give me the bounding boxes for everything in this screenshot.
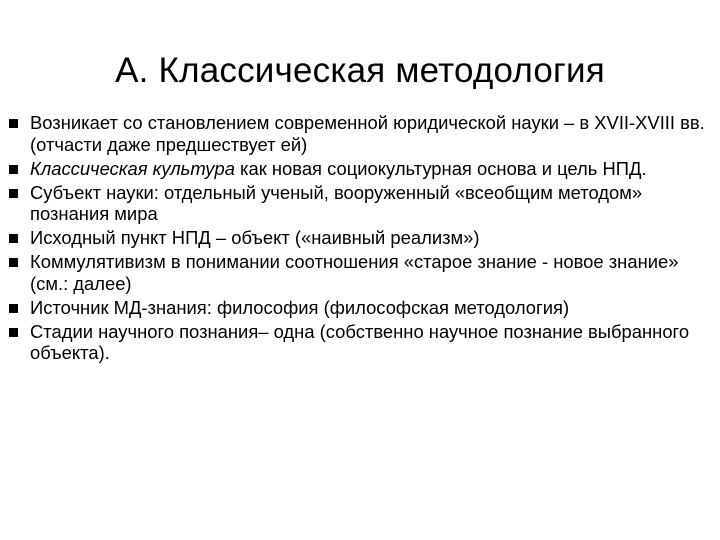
square-bullet-icon xyxy=(9,304,18,313)
square-bullet-icon xyxy=(9,258,18,267)
square-bullet-icon xyxy=(9,119,18,128)
bullet-item xyxy=(0,297,720,319)
bullet-text: Субъект науки: отдельный ученый, вооруженный «всеобщим методом» познания мира xyxy=(30,181,643,224)
square-bullet-icon xyxy=(9,165,18,174)
bullet-item xyxy=(0,182,720,225)
bullet-item xyxy=(0,321,720,364)
bullet-text: Источник МД-знания: философия (философская методология) xyxy=(30,296,570,318)
bullet-text: Стадии научного познания– одна (собственно научное познание выбранного объекта). xyxy=(30,320,690,363)
bullet-item xyxy=(0,112,720,155)
slide-title: А. Классическая методология xyxy=(115,51,605,90)
bullet-item xyxy=(0,227,720,249)
bullet-text: как новая социокультурная основа и цель НПД. xyxy=(234,157,647,179)
bullet-text: Исходный пункт НПД – объект («наивный реализм») xyxy=(30,227,480,248)
bullet-item xyxy=(0,158,720,180)
square-bullet-icon xyxy=(9,189,18,198)
square-bullet-icon xyxy=(9,328,18,337)
bullet-item xyxy=(0,251,720,294)
bullet-text: Коммулятивизм в понимании соотношения «старое знание - новое знание» (см.: далее) xyxy=(30,251,679,294)
bullet-text: Возникает со становлением современной юридической науки – в XVII-XVIII вв. (отчасти даже предшествует ей) xyxy=(30,112,705,155)
bullet-list xyxy=(0,112,720,366)
square-bullet-icon xyxy=(9,234,18,243)
bullet-italic-text: Классическая культура xyxy=(30,157,235,179)
